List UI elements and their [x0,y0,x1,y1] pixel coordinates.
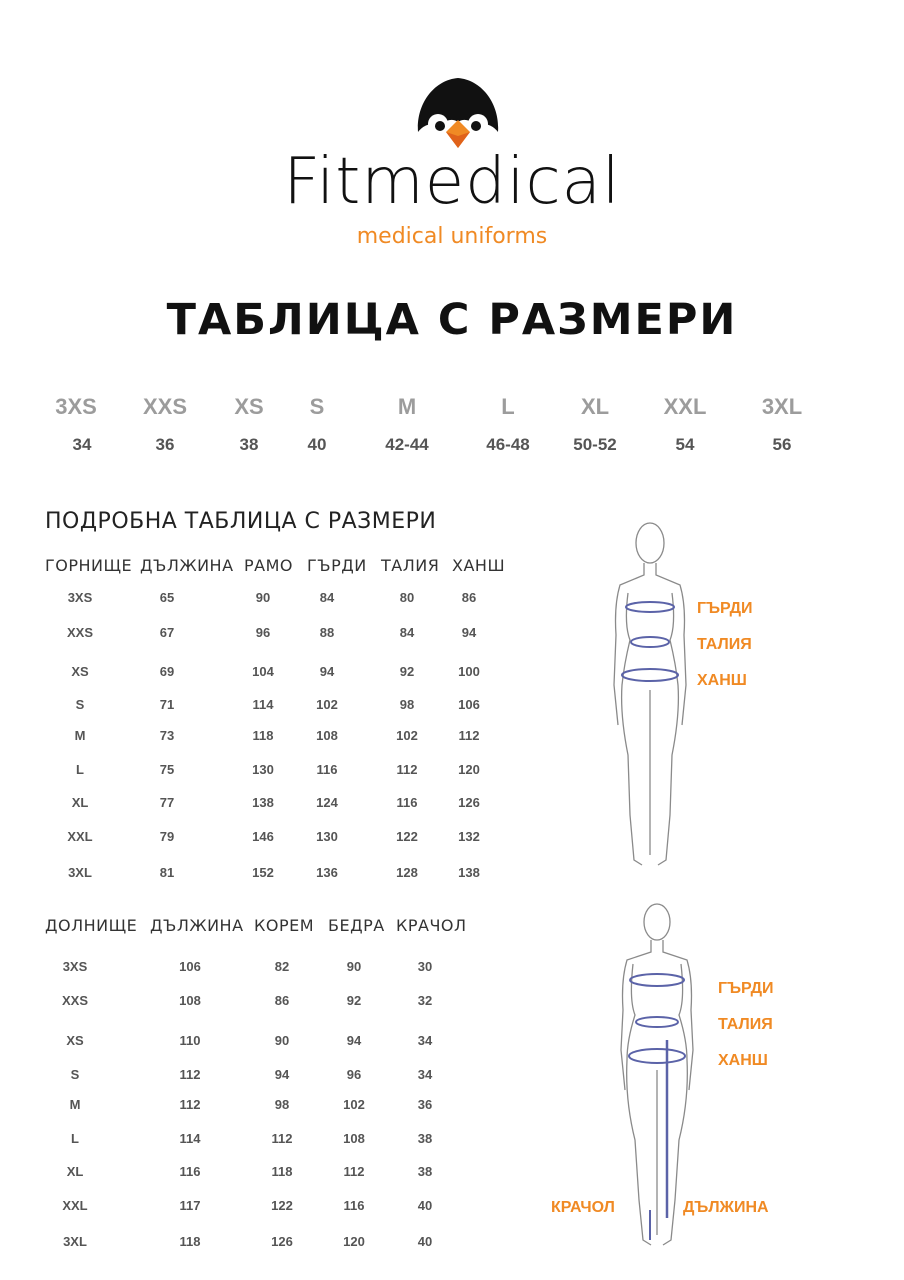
measurement-cell: 88 [319,625,335,640]
measurement-cell: 96 [255,625,271,640]
measurement-cell: 120 [343,1234,365,1249]
measurement-cell: 86 [461,590,477,605]
size-cell: L [76,762,84,777]
measurement-cell: 75 [159,762,175,777]
page-title: ТАБЛИЦА С РАЗМЕРИ [166,295,738,345]
size-label: 3XS [55,394,97,419]
measurement-cell: 30 [417,959,433,974]
measurement-cell: 118 [252,728,274,743]
measurement-cell: 92 [346,993,362,1008]
column-header: КОРЕМ [254,916,315,935]
measurement-cell: 67 [159,625,175,640]
measurement-cell: 112 [396,762,418,777]
measurement-cell: 122 [271,1198,293,1213]
measurement-cell: 102 [343,1097,365,1112]
column-header: ДЪЛЖИНА [140,556,234,575]
size-cell: XXS [61,993,88,1008]
measurement-cell: 90 [255,590,271,605]
measurement-cell: 116 [316,762,338,777]
measurement-cell: 90 [274,1033,290,1048]
measurement-cell: 130 [252,762,274,777]
measurement-cell: 126 [458,795,480,810]
size-eu-number: 50-52 [573,435,617,454]
column-header: ГОРНИЩЕ [45,556,133,575]
size-cell: XL [66,1164,84,1179]
measurement-cell: 104 [252,664,274,679]
figure-label-waist: ТАЛИЯ [697,636,752,653]
measurement-cell: 116 [343,1198,365,1213]
measurement-cell: 106 [458,697,480,712]
figure-label-chest: ГЪРДИ [697,600,753,617]
measurement-cell: 98 [274,1097,290,1112]
measurement-cell: 114 [179,1131,201,1146]
measurement-cell: 98 [399,697,415,712]
size-eu-number: 46-48 [486,435,530,454]
figure-label-length: ДЪЛЖИНА [683,1199,769,1216]
measurement-cell: 122 [396,829,418,844]
column-header: БЕДРА [328,916,385,935]
measurement-cell: 120 [458,762,480,777]
measurement-cell: 128 [396,865,418,880]
measurement-cell: 118 [179,1234,201,1249]
size-eu-number: 40 [307,435,327,454]
column-header: ДОЛНИЩЕ [45,916,138,935]
size-cell: 3XL [68,865,92,880]
size-cell: XS [66,1033,84,1048]
measurement-cell: 152 [252,865,274,880]
size-cell: XXS [66,625,93,640]
measurement-cell: 84 [319,590,335,605]
size-eu-number: 38 [239,435,259,454]
measurement-cell: 36 [417,1097,433,1112]
measurement-cell: 100 [458,664,480,679]
size-cell: 3XL [63,1234,87,1249]
column-header: ГЪРДИ [307,556,367,575]
size-label: XL [580,394,610,419]
body-measurement-icon [600,515,700,875]
column-header: РАМО [244,556,293,575]
measurement-cell: 38 [417,1164,433,1179]
measurement-cell: 138 [252,795,274,810]
measurement-cell: 32 [417,993,433,1008]
measurement-cell: 117 [179,1198,201,1213]
size-eu-number: 54 [675,435,695,454]
measurement-cell: 79 [159,829,175,844]
measurement-cell: 80 [399,590,415,605]
measurement-cell: 108 [343,1131,365,1146]
measurement-cell: 34 [417,1033,433,1048]
measurement-cell: 90 [346,959,362,974]
measurement-cell: 112 [179,1067,201,1082]
measurement-cell: 116 [396,795,418,810]
measurement-cell: 112 [343,1164,365,1179]
size-cell: XS [71,664,89,679]
measurement-cell: 81 [159,865,175,880]
measurement-cell: 124 [316,795,338,810]
measurement-cell: 130 [316,829,338,844]
measurement-cell: 138 [458,865,480,880]
size-label: 3XL [761,394,803,419]
measurement-cell: 34 [417,1067,433,1082]
measurement-cell: 106 [179,959,201,974]
column-header: ХАНШ [452,556,506,575]
measurement-cell: 69 [159,664,175,679]
measurement-cell: 108 [179,993,201,1008]
figure-label-waist: ТАЛИЯ [718,1016,773,1033]
measurement-cell: 94 [319,664,335,679]
size-eu-number: 56 [772,435,792,454]
measurement-cell: 92 [399,664,415,679]
size-eu-number: 34 [72,435,92,454]
column-header: ДЪЛЖИНА [150,916,244,935]
size-cell: 3XS [67,590,93,605]
measurement-cell: 65 [159,590,175,605]
measurement-cell: 94 [461,625,477,640]
column-header: КРАЧОЛ [396,916,467,935]
measurement-cell: 38 [417,1131,433,1146]
measurement-cell: 94 [346,1033,362,1048]
measurement-cell: 110 [179,1033,201,1048]
measurement-cell: 40 [417,1234,433,1249]
column-header: ТАЛИЯ [381,556,440,575]
size-label: S [309,394,325,419]
measurement-cell: 40 [417,1198,433,1213]
size-cell: XXL [67,829,93,844]
figure-label-chest: ГЪРДИ [718,980,774,997]
measurement-cell: 102 [396,728,418,743]
figure-label-hips: ХАНШ [697,672,747,689]
measurement-cell: 132 [458,829,480,844]
measurement-cell: 94 [274,1067,290,1082]
measurement-cell: 112 [179,1097,201,1112]
size-eu-number: 36 [155,435,175,454]
size-cell: S [75,697,85,712]
detail-table-title: ПОДРОБНА ТАБЛИЦА С РАЗМЕРИ [45,509,437,534]
measurement-cell: 71 [159,697,175,712]
measurement-cell: 118 [271,1164,293,1179]
measurement-cell: 136 [316,865,338,880]
measurement-cell: 84 [399,625,415,640]
size-label: XXS [142,394,188,419]
measurement-cell: 114 [252,697,274,712]
measurement-cell: 82 [274,959,290,974]
measurement-cell: 102 [316,697,338,712]
size-cell: XL [71,795,89,810]
measurement-cell: 112 [458,728,480,743]
measurement-cell: 146 [252,829,274,844]
measurement-cell: 96 [346,1067,362,1082]
brand-tagline: medical uniforms [356,224,548,249]
size-cell: 3XS [62,959,88,974]
size-cell: M [69,1097,81,1112]
size-cell: S [70,1067,80,1082]
size-eu-number: 42-44 [385,435,429,454]
size-cell: XXL [62,1198,88,1213]
measurement-cell: 86 [274,993,290,1008]
brand-name: Fitmedical [283,145,621,219]
figure-label-inseam: КРАЧОЛ [551,1199,615,1216]
size-cell: L [71,1131,79,1146]
size-cell: M [74,728,86,743]
measurement-cell: 108 [316,728,338,743]
measurement-cell: 77 [159,795,175,810]
size-label: XS [234,394,264,419]
size-label: M [397,394,417,419]
size-label: XXL [663,394,707,419]
measurement-cell: 112 [271,1131,293,1146]
measurement-cell: 116 [179,1164,201,1179]
measurement-cell: 73 [159,728,175,743]
figure-label-hips: ХАНШ [718,1052,768,1069]
size-label: L [501,394,515,419]
measurement-cell: 126 [271,1234,293,1249]
